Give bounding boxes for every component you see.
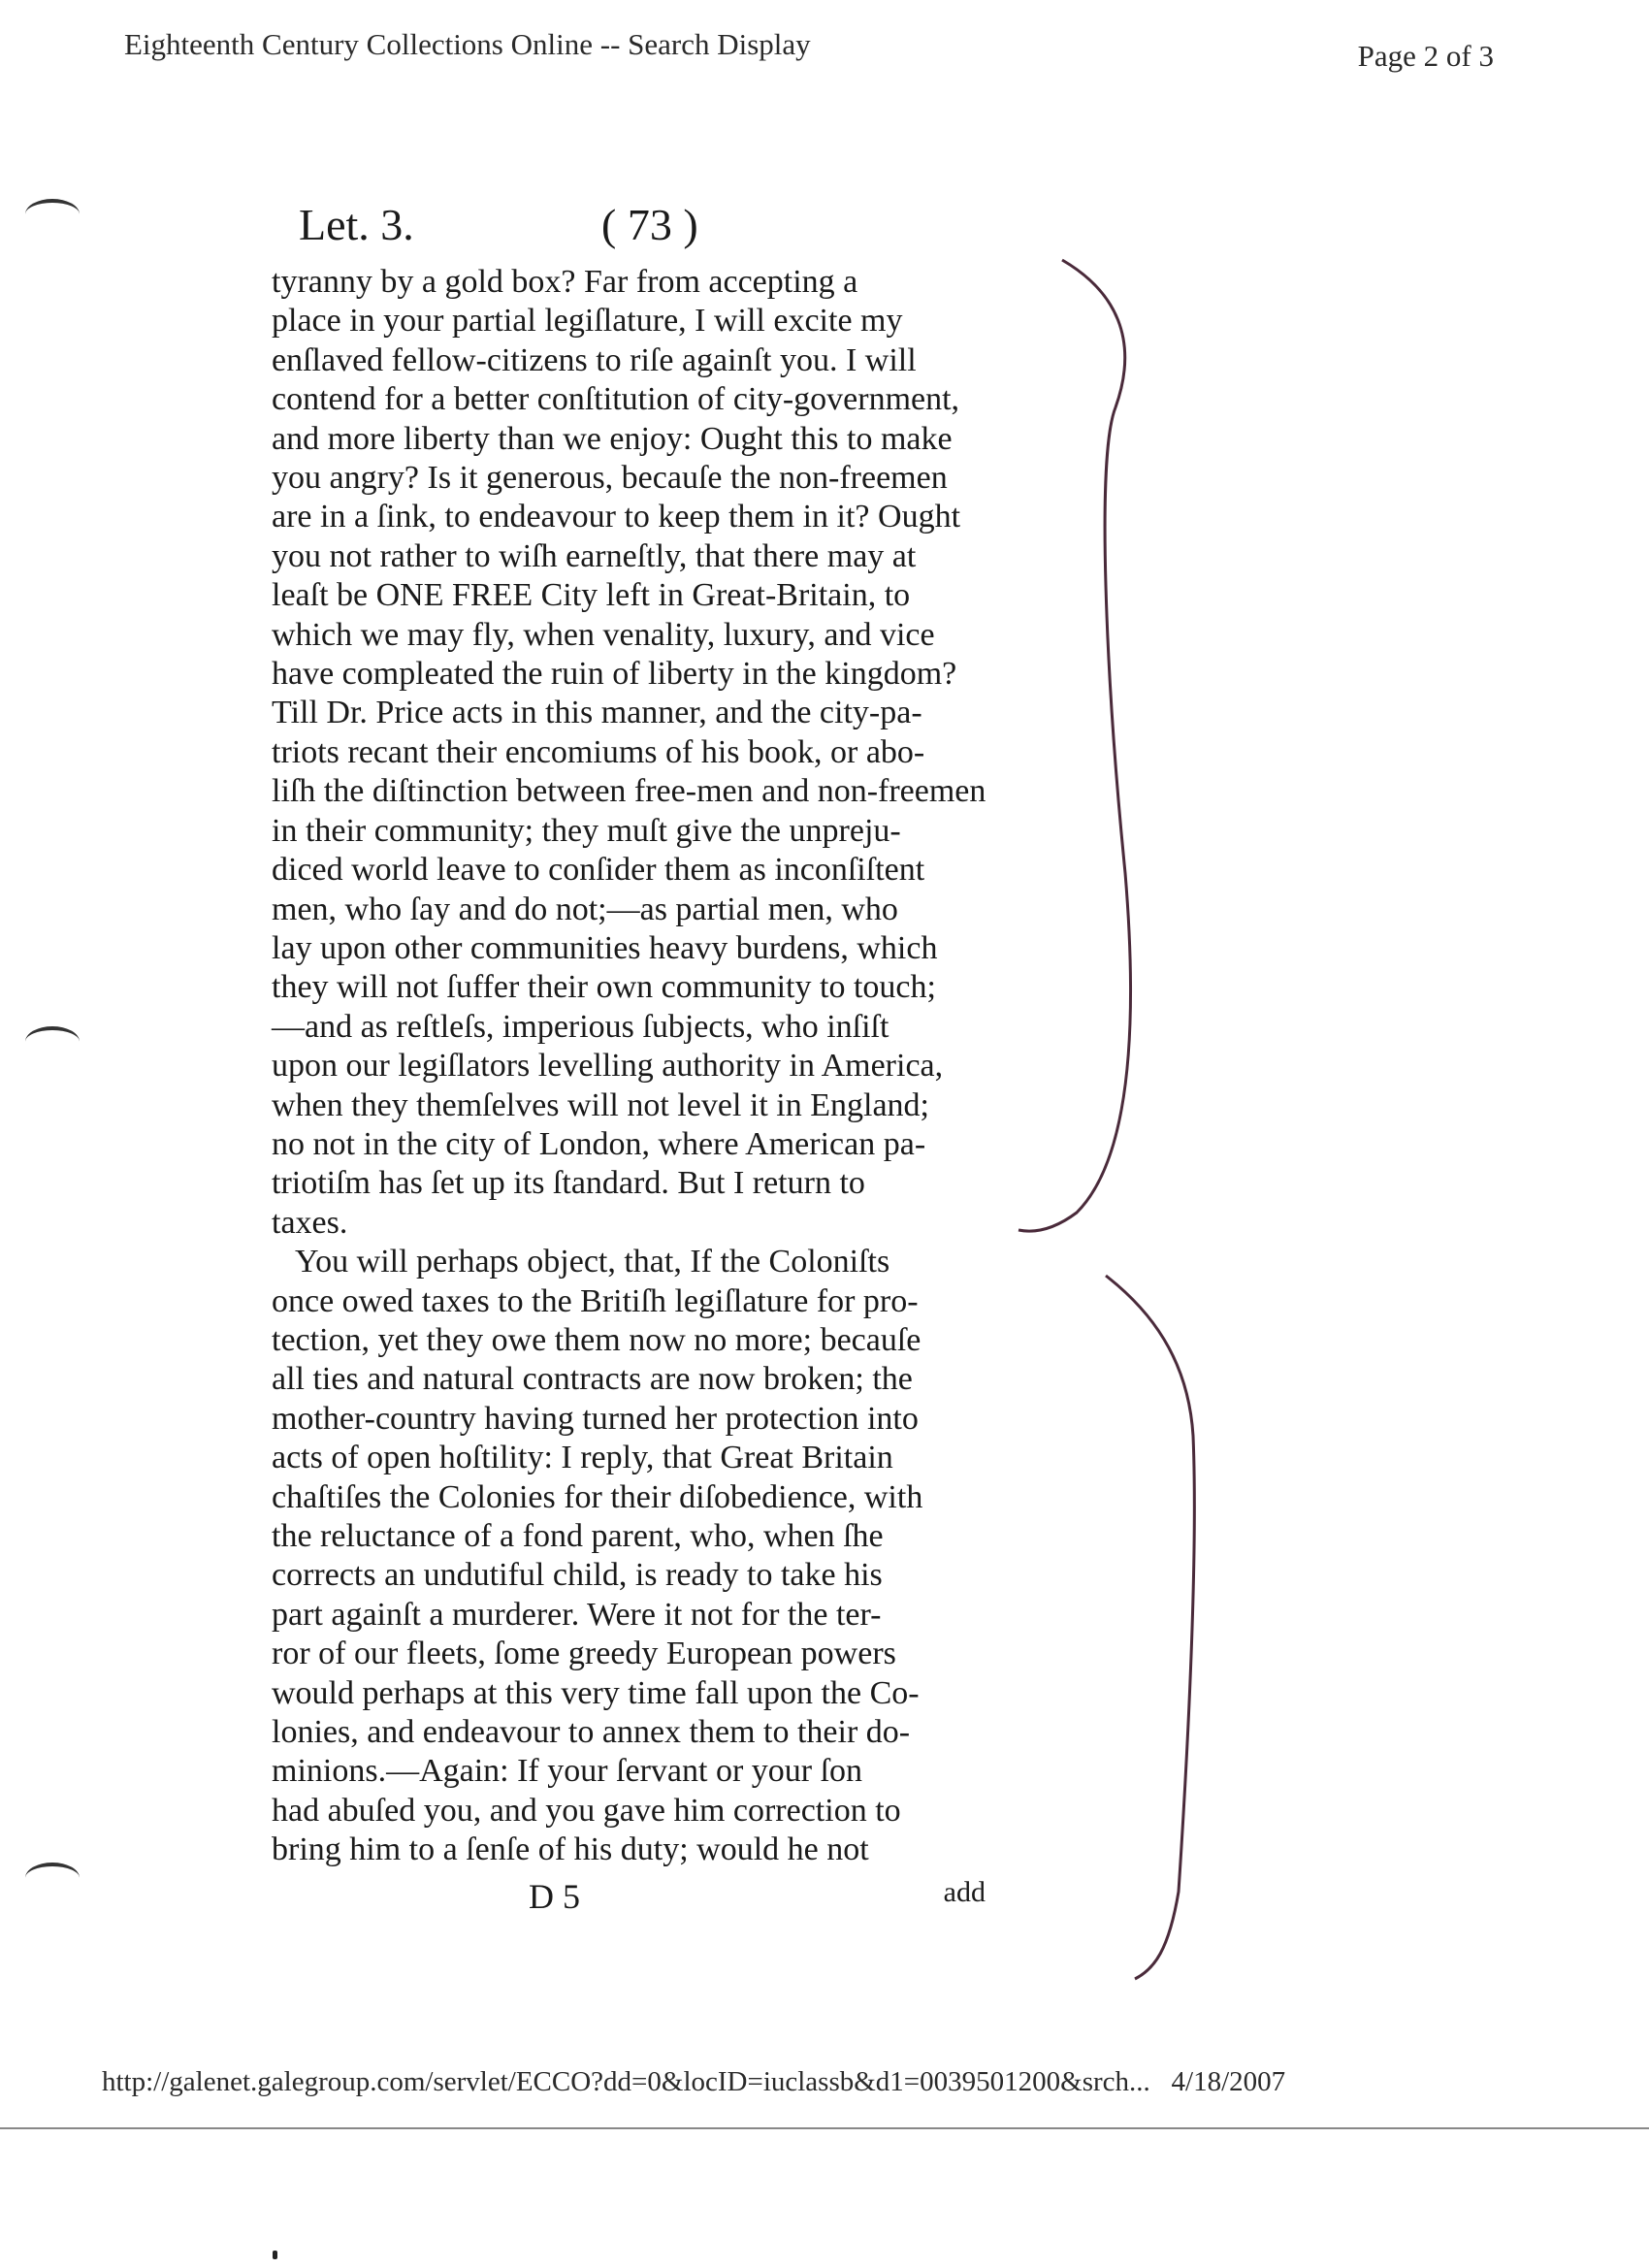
text-line: minions.—Again: If your ſervant or your ſon	[272, 1753, 863, 1790]
text-line: contend for a better conſtitution of city-government,	[272, 381, 960, 418]
text-line: place in your partial legiſlature, I will excite my	[272, 303, 903, 340]
text-line: are in a ſink, to endeavour to keep them in it? Ought	[272, 499, 961, 535]
text-line: mother-country having turned her protection into	[272, 1400, 919, 1437]
text-line: all ties and natural contracts are now broken; the	[272, 1361, 913, 1398]
text-line: lay upon other communities heavy burdens, which	[272, 929, 938, 966]
text-line: and more liberty than we enjoy: Ought this to make	[272, 420, 953, 457]
text-line: —and as reſtleſs, imperious ſubjects, who inſiſt	[272, 1008, 889, 1045]
letter-reference: Let. 3.	[299, 200, 414, 249]
print-date: 4/18/2007	[1171, 2066, 1286, 2097]
page-indicator: Page 2 of 3	[1357, 39, 1494, 73]
text-line: triots recant their encomiums of his book, or abo-	[272, 733, 925, 770]
text-line: part againſt a murderer. Were it not for the ter-	[272, 1596, 882, 1633]
text-line: chaſtiſes the Colonies for their diſobedience, with	[272, 1478, 923, 1515]
text-line: Till Dr. Price acts in this manner, and the city-pa-	[272, 695, 922, 731]
text-line: triotiſm has ſet up its ſtandard. But I return to	[272, 1165, 865, 1202]
body-text	[272, 263, 1067, 1870]
text-line: enſlaved fellow-citizens to riſe againſt you. I will	[272, 341, 917, 378]
running-head	[272, 199, 1067, 259]
text-line: lonies, and endeavour to annex them to their do-	[272, 1714, 911, 1751]
footer-divider	[0, 2127, 1649, 2129]
text-line: diced world leave to conſider them as inconſiſtent	[272, 852, 925, 889]
text-line: no not in the city of London, where American pa-	[272, 1125, 926, 1162]
text-line: which we may fly, when venality, luxury, and vice	[272, 616, 935, 653]
stray-mark	[273, 2251, 277, 2259]
text-line: had abuſed you, and you gave him correction to	[272, 1792, 901, 1829]
print-header-title: Eighteenth Century Collections Online -- Search Display	[124, 27, 811, 61]
text-line: acts of open hoſtility: I reply, that Great Britain	[272, 1440, 893, 1476]
text-line: liſh the diſtinction between free-men and non-freemen	[272, 773, 986, 810]
text-line: men, who ſay and do not;—as partial men, who	[272, 891, 898, 927]
text-line: upon our legiſlators levelling authority in America,	[272, 1048, 944, 1085]
text-line: you angry? Is it generous, becauſe the non-freemen	[272, 460, 948, 497]
source-url: http://galenet.galegroup.com/servlet/ECCO?dd=0&locID=iuclassb&d1=0039501200&srch...	[102, 2066, 1150, 2097]
text-line: taxes.	[272, 1204, 348, 1241]
text-line: you not rather to wiſh earneſtly, that there may at	[272, 537, 917, 574]
text-line: bring him to a ſenſe of his duty; would he not	[272, 1831, 869, 1868]
text-line: they will not ſuffer their own community to touch;	[272, 969, 936, 1006]
text-line: have compleated the ruin of liberty in the kingdom?	[272, 656, 957, 693]
book-page-number: ( 73 )	[601, 200, 698, 249]
text-line: leaſt be ONE FREE City left in Great-Britain, to	[272, 577, 911, 614]
page-foot	[272, 1876, 1067, 1923]
text-line: would perhaps at this very time fall upon the Co-	[272, 1674, 920, 1711]
print-footer	[102, 2066, 1285, 2098]
text-line: tection, yet they owe them now no more; becauſe	[272, 1321, 922, 1358]
text-line: in their community; they muſt give the unpreju-	[272, 812, 901, 849]
text-line: You will perhaps object, that, If the Coloniſts	[295, 1244, 890, 1280]
text-line: once owed taxes to the Britiſh legiſlature for pro-	[272, 1282, 919, 1319]
signature-mark: D 5	[529, 1876, 580, 1916]
text-line: corrects an undutiful child, is ready to take his	[272, 1557, 883, 1594]
text-line: the reluctance of a fond parent, who, when ſhe	[272, 1518, 884, 1554]
text-line: when they themſelves will not level it in England;	[272, 1086, 929, 1123]
catchword: add	[943, 1875, 986, 1908]
scanned-book-page	[272, 199, 1067, 1923]
text-line: tyranny by a gold box? Far from accepting a	[272, 264, 858, 300]
text-line: ror of our fleets, ſome greedy European powers	[272, 1636, 896, 1672]
